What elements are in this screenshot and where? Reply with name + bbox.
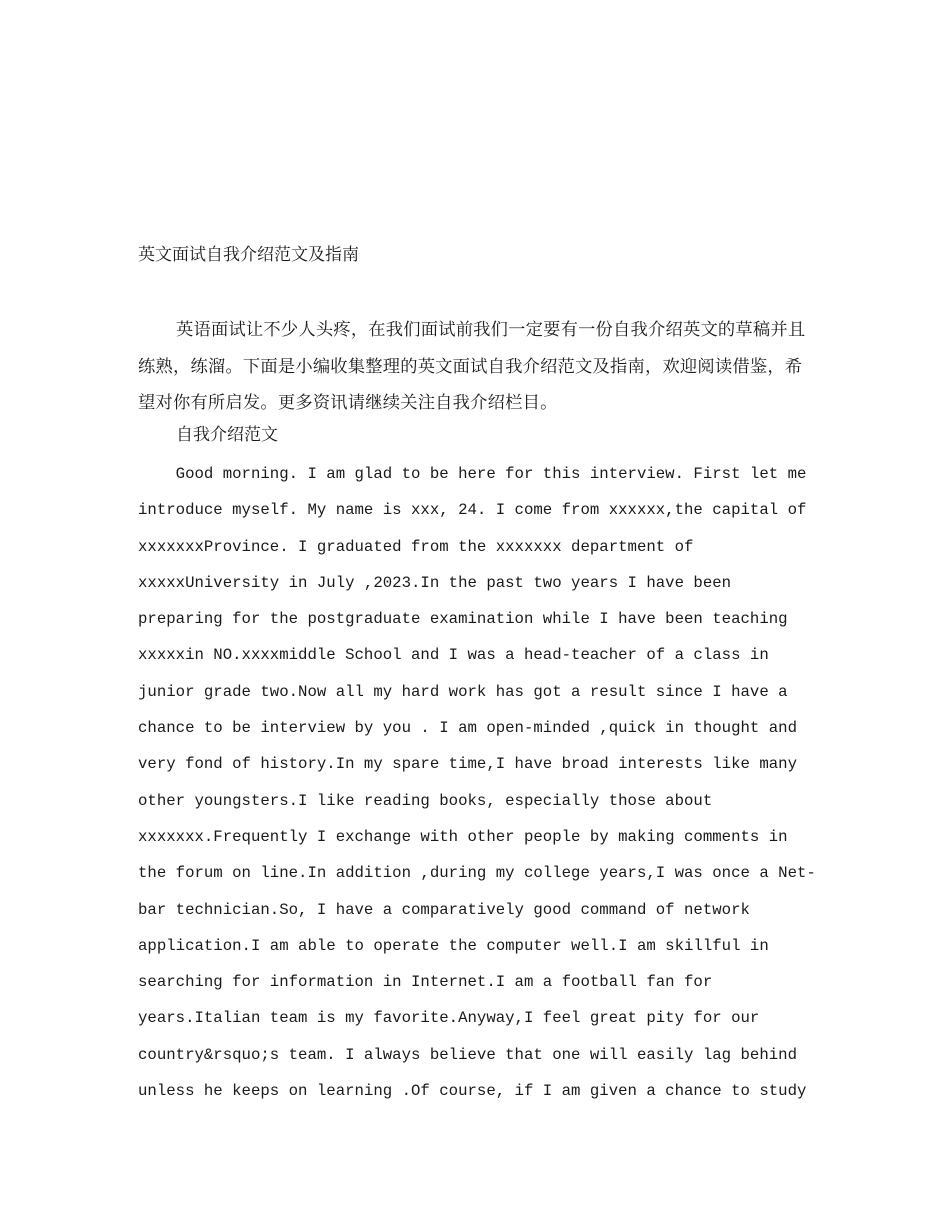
body-line: other youngsters.I like reading books, especially those about [138,791,713,810]
body-line: years.Italian team is my favorite.Anyway,I feel great pity for our [138,1009,760,1028]
self-introduction-body [138,456,828,1109]
body-line: unless he keeps on learning .Of course, if I am given a chance to study [138,1082,807,1101]
body-line: junior grade two.Now all my hard work has got a result since I have a [138,682,788,701]
body-line: xxxxxxxProvince. I graduated from the xxxxxxx department of [138,537,694,556]
body-line: xxxxxxx.Frequently I exchange with other people by making comments in [138,827,788,846]
body-line: xxxxxin NO.xxxxmiddle School and I was a head-teacher of a class in [138,646,769,665]
body-line: Good morning. I am glad to be here for this interview. First let me [138,465,807,483]
document-title: 英文面试自我介绍范文及指南 [138,245,359,265]
body-line: bar technician.So, I have a comparatively good command of network [138,900,750,919]
body-line: the forum on line.In addition ,during my college years,I was once a Net- [138,864,816,883]
body-line: application.I am able to operate the computer well.I am skillful in [138,936,769,955]
body-line: introduce myself. My name is xxx, 24. I come from xxxxxx,the capital of [138,501,807,520]
body-line: xxxxxUniversity in July ,2023.In the past two years I have been [138,573,732,592]
body-line: country&rsquo;s team. I always believe that one will easily lag behind [138,1045,797,1064]
body-line: chance to be interview by you . I am open-minded ,quick in thought and [138,719,797,738]
body-line: preparing for the postgraduate examination while I have been teaching [138,610,788,629]
intro-paragraph: 英语面试让不少人头疼，在我们面试前我们一定要有一份自我介绍英文的草稿并且练熟，练溜。下面是小编收集整理的英文面试自我介绍范文及指南，欢迎阅读借鉴，希望对你有所启发。更多资讯请继续关注自我介绍栏目。 [138,320,806,413]
section-heading: 自我介绍范文 [176,425,278,445]
body-line: searching for information in Internet.I am a football fan for [138,973,713,992]
body-line: very fond of history.In my spare time,I have broad interests like many [138,755,797,774]
